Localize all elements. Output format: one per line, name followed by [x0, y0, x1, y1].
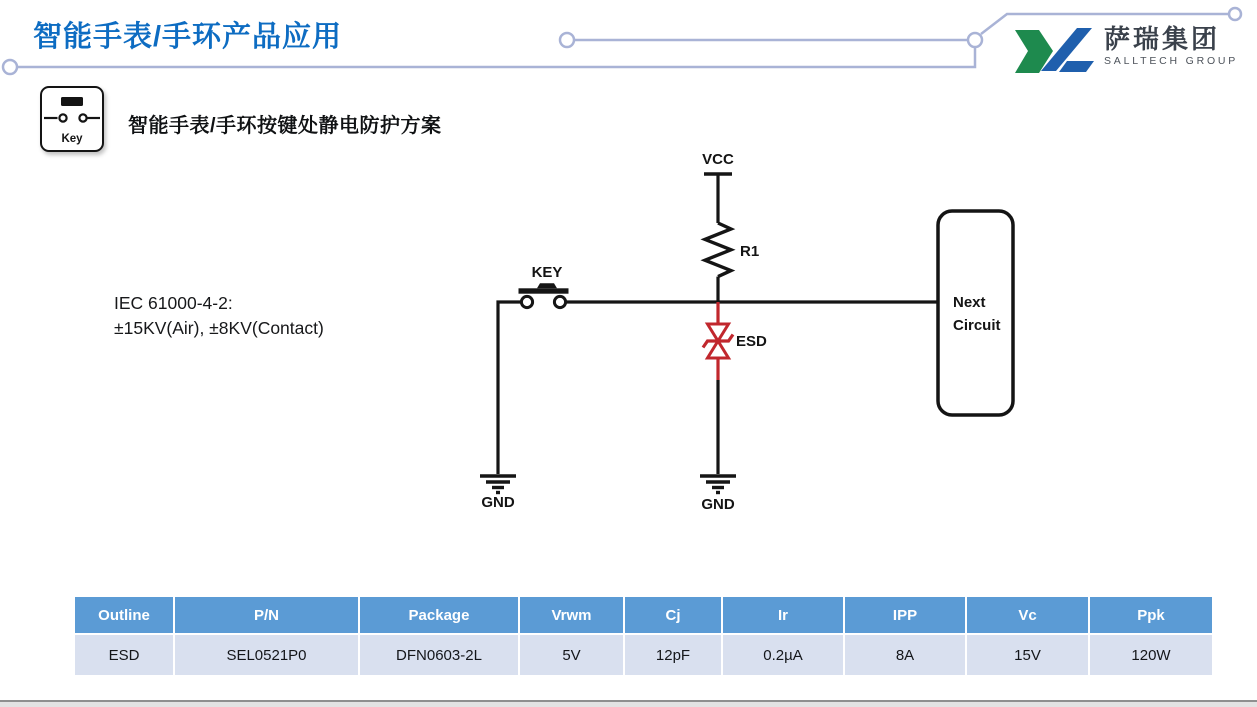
section-heading: 智能手表/手环按键处静电防护方案 [128, 115, 442, 137]
spec-table-data-row [75, 633, 1212, 675]
key-icon-box [40, 86, 104, 152]
company-logo [1010, 24, 1238, 76]
ground-symbol-right [700, 476, 736, 493]
footer-strip [0, 702, 1257, 707]
cell-package: DFN0603-2L [360, 633, 520, 675]
cell-vc: 15V [967, 633, 1090, 675]
gnd-right-label: GND [701, 496, 735, 513]
esd-tvs-diode-symbol [703, 302, 733, 380]
key-switch-contacts [521, 296, 565, 307]
iec-standard-note [114, 291, 324, 341]
col-header-ppk: Ppk [1090, 597, 1212, 633]
spec-table-header-row [75, 597, 1212, 633]
cell-pn: SEL0521P0 [175, 633, 360, 675]
col-header-vrwm: Vrwm [520, 597, 625, 633]
cell-outline: ESD [75, 633, 175, 675]
vcc-label: VCC [702, 151, 734, 168]
col-header-pn: P/N [175, 597, 360, 633]
cell-ipp: 8A [845, 633, 967, 675]
cell-ppk: 120W [1090, 633, 1212, 675]
key-to-ground-wire [498, 302, 521, 474]
cell-cj: 12pF [625, 633, 723, 675]
key-button-icon [42, 88, 102, 132]
trace-node-icon [560, 33, 574, 47]
cell-ir: 0.2µA [723, 633, 845, 675]
spec-table [75, 597, 1212, 675]
next-circuit-block [938, 211, 1013, 415]
logo-text [1104, 24, 1238, 67]
key-icon-label: Key [61, 133, 83, 145]
col-header-ipp: IPP [845, 597, 967, 633]
ground-symbol-left [480, 476, 516, 493]
col-header-package: Package [360, 597, 520, 633]
cell-vrwm: 5V [520, 633, 625, 675]
esd-protection-circuit-diagram [430, 130, 1050, 530]
trace-node-icon [968, 33, 982, 47]
gnd-left-label: GND [481, 494, 515, 511]
trace-node-icon [1229, 8, 1241, 20]
iec-standard-line2: ±15KV(Air), ±8KV(Contact) [114, 318, 324, 338]
resistor-r1-symbol [705, 223, 731, 277]
company-name-cn: 萨瑞集团 [1104, 24, 1221, 54]
iec-standard-line1: IEC 61000-4-2: [114, 293, 233, 313]
next-circuit-label-line1: Next [953, 294, 986, 311]
col-header-ir: Ir [723, 597, 845, 633]
esd-label: ESD [736, 333, 767, 350]
next-circuit-label-line2: Circuit [953, 317, 1001, 334]
company-name-en: SALLTECH GROUP [1104, 55, 1239, 67]
salltech-logo-icon [1010, 24, 1096, 76]
col-header-vc: Vc [967, 597, 1090, 633]
page-title: 智能手表/手环产品应用 [33, 21, 343, 53]
key-switch-actuator [537, 283, 557, 288]
col-header-outline: Outline [75, 597, 175, 633]
trace-node-icon [3, 60, 17, 74]
key-switch-bar [519, 288, 569, 293]
key-label: KEY [531, 264, 563, 281]
r1-label: R1 [740, 243, 760, 260]
col-header-cj: Cj [625, 597, 723, 633]
